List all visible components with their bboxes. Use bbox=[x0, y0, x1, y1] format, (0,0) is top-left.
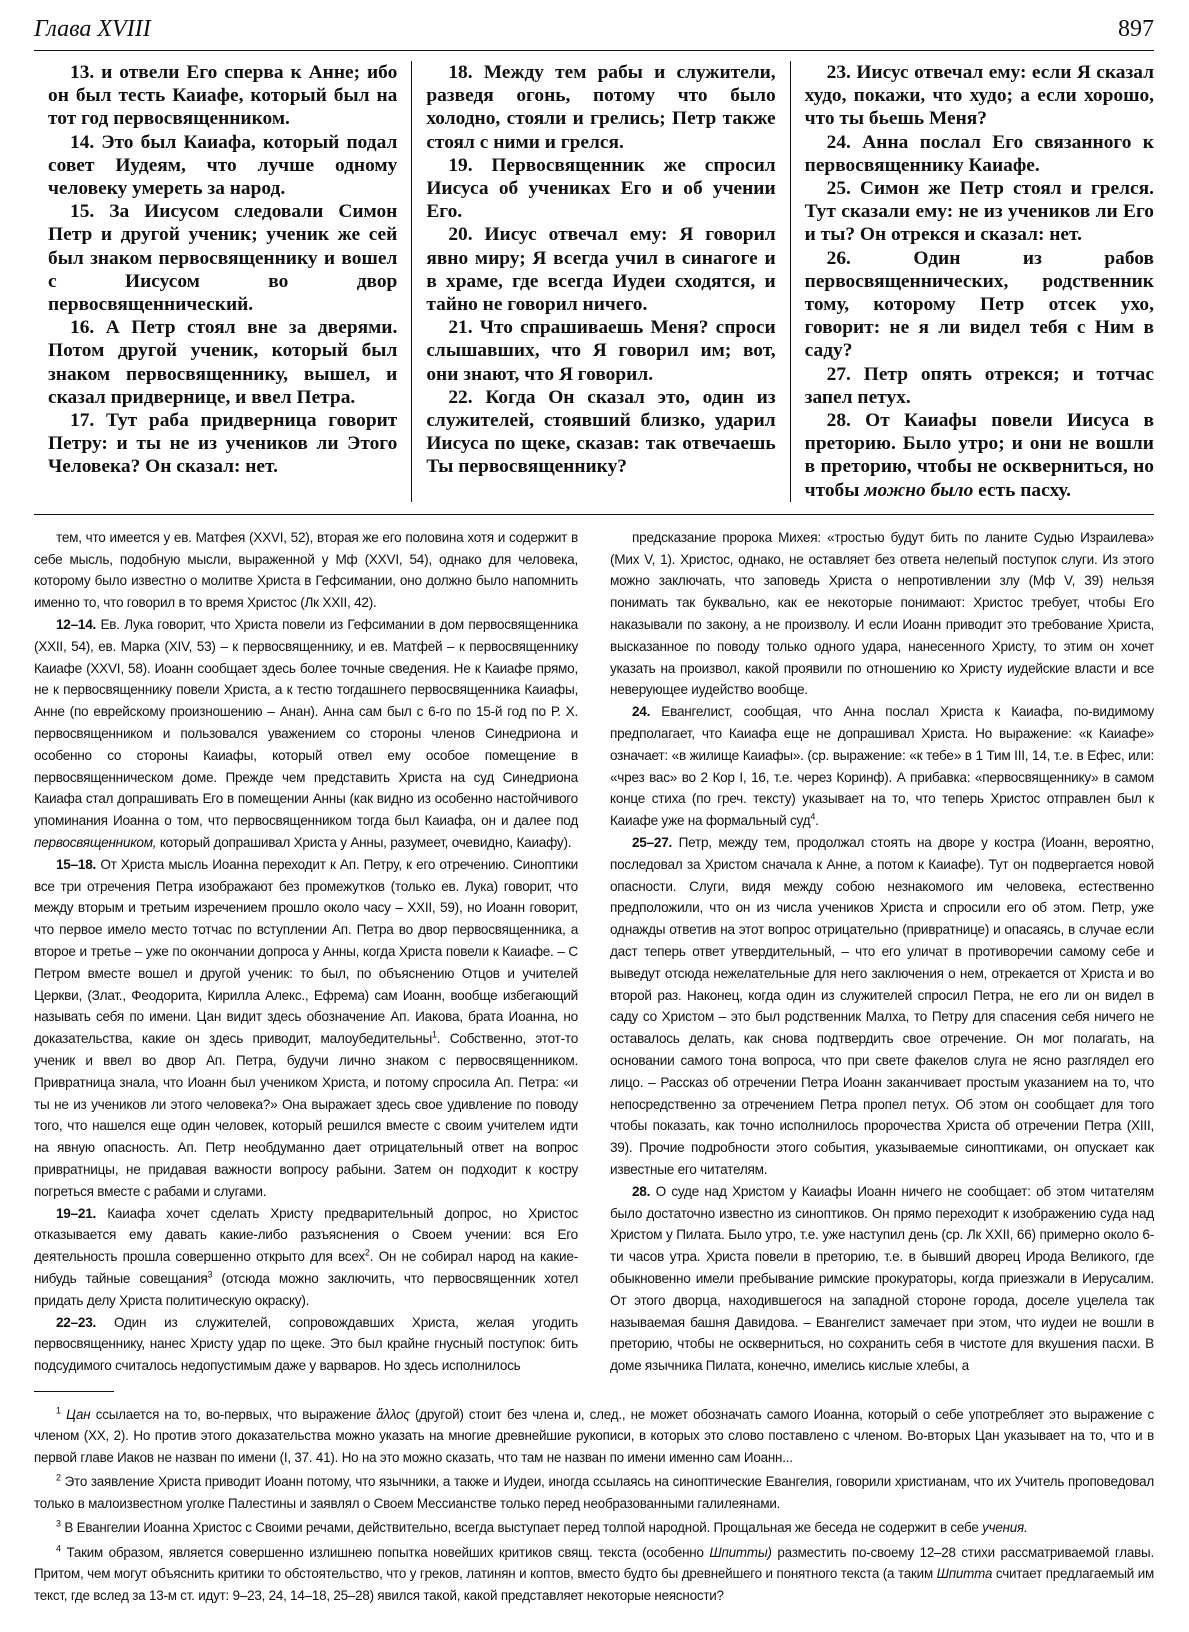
footnote-2: $^2$ Это заявление Христа приводит Иоанн потому, что язычники, а также и Иудеи, иногда ссылаясь на синоптические Евангелия, говорили христианам, что их Учитель проповедовал только в малоизвестном уголке Палестины и заявлял о Своем Мессианстве только перед необразованными галилеянами. bbox=[34, 1472, 1154, 1511]
book-page bbox=[34, 14, 1154, 1618]
verse-27: 27. Петр опять отрекся; и тотчас запел петух. bbox=[804, 363, 1154, 408]
verse-range-label: 28. bbox=[632, 1183, 651, 1199]
scripture-column-3 bbox=[791, 61, 1154, 502]
commentary-paragraph-24: 24. Евангелист, сообщая, что Анна послал Христа к Каиафа, по-видимому предполагает, что Каиафа еще не допрашивал Христа. Но выражение: «к Каиафе» означает: «в жилище Каиафы». (ср. выражение: «к тебе» в 1 Тим III, 14, т.е. в Ефес, или: «чрез вас» во 2 Кор I, 16, т.е. через Коринф). А прибавка: «первосвященнику» в самом конце стиха (по греч. тексту) указывает на то, что теперь Христос отправлен был к Каиафе уже на формальный суд$^4$. bbox=[610, 704, 1154, 829]
footnote-3: $^3$ В Евангелии Иоанна Христос с Своими речами, действительно, всегда выступает перед толпой народной. Прощальная же беседа не содержит в себе учения. bbox=[56, 1518, 1028, 1536]
footnote-1: $^1$ Цан ссылается на то, во-первых, что выражение ἄλλος (другой) стоит без члена и, след., не может обозначать самого Иоанна, который о себе употребляет это выражение с членом (XX, 2). Но против этого доказательства можно указать на многие древнейшие рукописи, в которых это слово поставлено с членом. Во-вторых Цан указывает на то, что и в первой главе Иаков не назван по имени (I, 37. 41). Но на это можно сказать, что там не назван по имени именно сам Иоанн... bbox=[34, 1405, 1154, 1465]
commentary-paragraph-15-18: 15–18. От Христа мысль Иоанна переходит к Ап. Петру, к его отречению. Синоптики все три отречения Петра изображают без промежутков (только ев. Лука) говорит, что между вторым и третьим изречением прошло около часу – XXII, 59), но Иоанн говорит, что первое имело место тотчас по вступлении Ап. Петра во двор первосвященника, а второе и третье – уже по окончании допроса у Анны, когда Христа повели к Каиафе. – С Петром вместе вошел и другой ученик: то был, по объяснению Отцов и учителей Церкви, (Злат., Феодорита, Кирилла Алекс., Ефрема) сам Иоанн, вообще избегающий называть себя по имени. Цан видит здесь обозначение Ап. Иакова, брата Иоанна, но доказательства, какие он здесь приводит, малоубедительны$^1$. Собственно, этот-то ученик и ввел во двор Ап. Петра, будучи лично знаком с первосвященником. Привратница знала, что Иоанн был учеником Христа, и потому спросила Ап. Петра: «и ты не из учеников ли этого человека?» Она выражает здесь свое удивление по поводу того, что нашелся еще один человек, который решился вместе с своим учителем идти на явную опасность. Ап. Петр необдуманно дает отрицательный ответ на вопрос привратницы, не придавая важности вопросу рабыни. Затем он подходит к костру погреться вместе с рабами и слугами. bbox=[34, 856, 578, 1199]
verse-28-italic: можно было bbox=[864, 479, 974, 501]
commentary-paragraph-22-23: 22–23. Один из служителей, сопровождавших Христа, желая угодить первосвященнику, нанес Христу удар по щеке. Это был крайне гнусный поступок: бить подсудимого считалось недопустимым даже у варваров. Но здесь исполнилось bbox=[34, 1314, 578, 1374]
verse-26: 26. Один из рабов первосвященнических, родственник тому, которому Петр отсек ухо, говорит: не я ли видел тебя с Ним в саду? bbox=[804, 247, 1154, 362]
footnote-ref[interactable]: 4 bbox=[810, 811, 816, 822]
scripture-column-2 bbox=[412, 61, 790, 502]
verse-range-label: 15–18. bbox=[56, 856, 97, 872]
verse-range-label: 25–27. bbox=[632, 835, 673, 851]
footnotes bbox=[34, 1404, 1154, 1607]
scripture-column-1 bbox=[34, 61, 412, 502]
commentary-paragraph-25-27: 25–27. Петр, между тем, продолжал стоять на дворе у костра (Иоанн, вероятно, последовал за Христом сначала к Анне, а потом к Каиафе). Тут он подвергается новой опасности. Слуги, видя между собою незнакомого им человека, естественно предположили, что он из числа учеников Христа и спросили его об этом. Петр, уже однажды ответив на этот вопрос отрицательно (привратнице) и опасаясь, в случае если даст теперь ответ утвердительный, – что его уличат в противоречии самому себе и выведут отсюда нежелательные для него заключения о нем, отрекается от Христа и во второй раз. Наконец, когда один из служителей спросил Петра, не его ли он видел в саду со Христом – это был родственник Малха, то Петру для спасения себя ничего не оставалось делать, как снова подтвердить свое отречение. Он мог полагать, на основании самого тона вопроса, что при свете факелов слуга не ясно разглядел его лицо. – Рассказ об отречении Петра Иоанн заканчивает простым указанием на то, что непосредственно за отречением Петра пропел петух. Об этом он сообщает для того чтобы показать, как точно исполнилось пророчества Христа об отречении Петра (XIII, 39). Прочие подробности этого события, указываемые синоптиками, он опускает как известные его читателям. bbox=[610, 835, 1154, 1177]
commentary-paragraph: тем, что имеется у ев. Матфея (XXVI, 52), вторая же его половина хотя и содержит в себе мысль, подобную мысли, выраженной у Мф (XXVI, 54), однако для человека, которому было известно о молитве Христа в Гефсимании, оно должно было напомнить именно то, что говорил в то время Христос (Лк XXII, 42). bbox=[34, 529, 578, 611]
verse-25: 25. Симон же Петр стоял и грелся. Тут сказали ему: не из учеников ли Его и ты? Он отрекся и сказал: нет. bbox=[804, 178, 1154, 246]
verse-range-label: 24. bbox=[632, 704, 651, 720]
verse-range-label: 12–14. bbox=[56, 617, 97, 633]
footnote-ref[interactable]: 2 bbox=[364, 1247, 370, 1258]
verse-16: 16. А Петр стоял вне за дверями. Потом другой ученик, который был знаком первосвященнику, вышел, и сказал придвернице, и ввел Петра. bbox=[48, 317, 398, 408]
section-divider bbox=[34, 514, 1154, 515]
verse-21: 21. Что спрашиваешь Меня? спроси слышавших, что Я говорил им; вот, они знают, что Я говорил. bbox=[426, 317, 776, 385]
verse-22: 22. Когда Он сказал это, один из служителей, стоявший близко, ударил Иисуса по щеке, сказав: так отвечаешь Ты первосвященнику? bbox=[426, 386, 776, 478]
chapter-title: Глава XVIII bbox=[34, 16, 151, 42]
verse-19: 19. Первосвященник же спросил Иисуса об учениках Его и об учении Его. bbox=[426, 154, 776, 223]
commentary-column-right bbox=[594, 527, 1154, 1377]
footnote-ref[interactable]: 1 bbox=[432, 1029, 437, 1040]
commentary-paragraph-19-21: 19–21. Каиафа хочет сделать Христу предварительный допрос, но Христос отказывается ему давать какие-либо разъяснения о Своем учении: вся Его деятельность прошла совершенно открыто для всех$^2$. Он не собирал народ на какие-нибудь тайные совещания$^3$ (отсюда можно заключить, что первосвященник хотел придать делу Христа политическую окраску). bbox=[34, 1205, 578, 1308]
commentary-paragraph-12-14: 12–14. Ев. Лука говорит, что Христа повели из Гефсимании в дом первосвященника (XXII, 54), ев. Марка (XIV, 53) – к первосвященнику, и ев. Матфей – к первосвященнику Каиафе (XXVI, 58). Иоанн сообщает здесь более точные сведения. Не к Каиафе прямо, не к первосвященнику повели Христа, а к тестю тогдашнего первосвященника Каиафы, Анне (по еврейскому произношению – Анан). Анна сам был с 6-го по 15-й год по Р. Х. первосвященником и пользовался уважением со стороны членов Синедриона и особенно со стороны Каиафы, который отвел ему особое помещение в первосвященническом доме. Прежде чем представить Христа на суд Синедриона Каиафа стал допрашивать Его в помещении Анны (как видно из особенно настойчивого упоминания Иоанна о том, что первосвященником тогда был Каиафа, он и далее под первосвященником, который допрашивал Христа у Анны, разумеет, очевидно, Каиафу). bbox=[34, 617, 578, 851]
verse-24: 24. Анна послал Его связанного к первосвященнику Каиафе. bbox=[804, 131, 1154, 176]
verse-13: 13. и отвели Его сперва к Анне; ибо он был тесть Каиафе, который был на тот год первосвященником. bbox=[48, 62, 398, 130]
footnote-4: $^4$ Таким образом, является совершенно излишнею попытка новейших критиков свящ. текста (особенно Шпитты) разместить по-своему 12–28 стихи рассматриваемой главы. Притом, чем могут объяснить критики то обстоятельство, что у греков, латинян и коптов, вместо будто бы древнейшего и понятного текста (а таким Шпитта считает предлагаемый им текст, где вслед за 13-м ст. идут: 9–23, 24, 14–18, 25–28) явился такой, какой представляет некоторые неясности? bbox=[34, 1543, 1154, 1603]
verse-15: 15. За Иисусом следовали Симон Петр и другой ученик; ученик же сей был знаком первосвященнику и вошел с Иисусом во двор первосвященнический. bbox=[48, 201, 398, 316]
verse-14: 14. Это был Каиафа, который подал совет Иудеям, что лучше одному человеку умереть за народ. bbox=[48, 131, 398, 200]
verse-23: 23. Иисус отвечал ему: если Я сказал худо, покажи, что худо; а если хорошо, что ты бьешь Меня? bbox=[804, 62, 1154, 130]
verse-range-label: 19–21. bbox=[56, 1205, 97, 1221]
page-number: 897 bbox=[1118, 16, 1154, 42]
verse-28: 28. От Каиафы повели Иисуса в преторию. Было утро; и они не вошли в преторию, чтобы не оскверниться, но чтобы можно было есть пасху. bbox=[804, 410, 1154, 501]
commentary-paragraph-28: 28. О суде над Христом у Каиафы Иоанн ничего не сообщает: об этом читателям было достаточно известно из синоптиков. Он прямо переходит к изображению суда над Христом у Пилата. Было утро, т.е. уже наступил день (ср. Лк XXII, 66) примерно около 6-ти часов утра. Христа повели в преторию, т.е. в бывший дворец Ирода Великого, где обыкновенно имели пребывание римские прокураторы, когда приезжали в Иерусалим. От этого дворца, находившегося на западной стороне города, доселе уцелела так называемая башня Давидова. – Евангелист замечает при этом, что иудеи не вошли в преторию, чтобы не оскверниться, но сохранить себя в чистоте для вкушения пасхи. В доме язычника Пилата, конечно, имелись кислые хлебы, а bbox=[610, 1183, 1154, 1374]
verse-18: 18. Между тем рабы и служители, разведя огонь, потому что было холодно, стояли и грелись; Петр также стоял с ними и грелся. bbox=[426, 62, 776, 153]
commentary-column-left bbox=[34, 527, 594, 1377]
verse-20: 20. Иисус отвечал ему: Я говорил явно миру; Я всегда учил в синагоге и в храме, где всегда Иудеи сходятся, и тайно не говорил ничего. bbox=[426, 224, 776, 316]
commentary bbox=[34, 527, 1154, 1377]
footnote-rule bbox=[34, 1391, 114, 1392]
scripture-text bbox=[34, 61, 1154, 502]
commentary-paragraph: предсказание пророка Михея: «тростью будут бить по ланите Судью Израилева» (Мих V, 1). Христос, однако, не оставляет без ответа нелепый поступок слуги. Из этого можно заключать, что заповедь Христа о непротивлении злу (Мф V, 39) нельзя понимать так буквально, как ее некоторые понимают: Христос требует, чтобы Его наказывали по закону, а не произволу. И если Иоанн приводит это требование Христа, высказанное по поводу только одного удара, нанесенного Христу, то этим он хочет указать на произвол, какой проявили по отношению ко Христу иудейские власти и все неверующее иудейство вообще. bbox=[610, 529, 1154, 698]
verse-range-label: 22–23. bbox=[56, 1314, 97, 1330]
verse-17: 17. Тут раба придверница говорит Петру: и ты не из учеников ли Этого Человека? Он сказал: нет. bbox=[48, 410, 398, 478]
running-header bbox=[34, 14, 1154, 51]
footnote-ref[interactable]: 3 bbox=[207, 1269, 213, 1280]
